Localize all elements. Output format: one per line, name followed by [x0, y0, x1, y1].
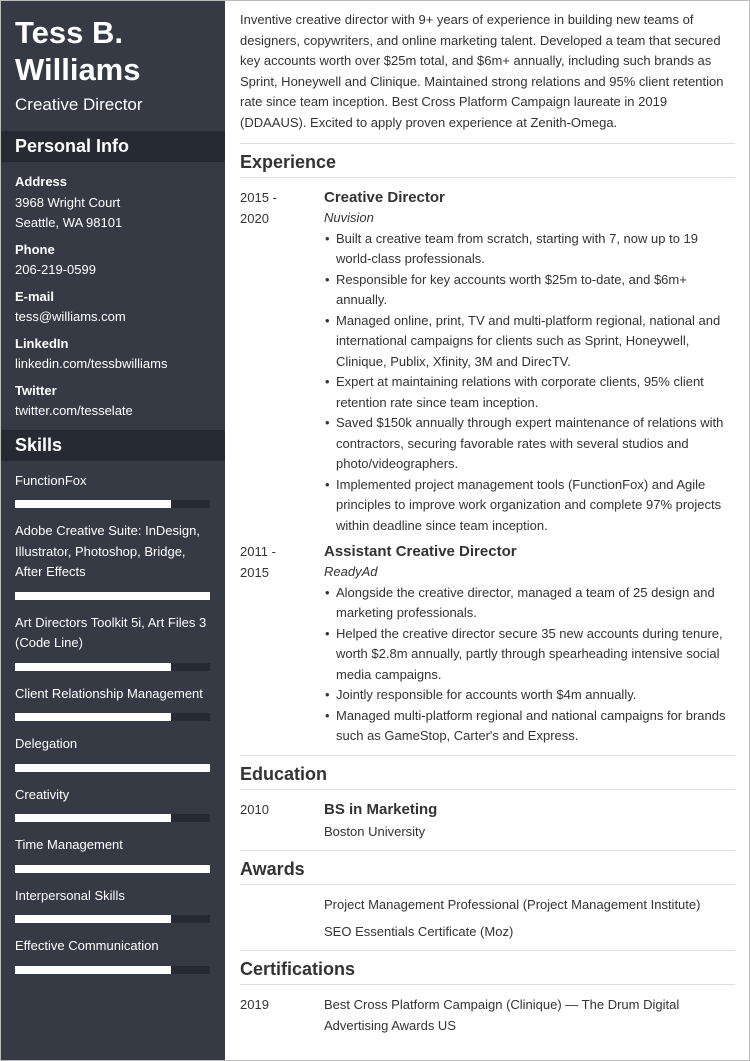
experience-heading: Experience [240, 144, 735, 178]
personal-info-value: twitter.com/tesselate [15, 403, 133, 418]
school: Boston University [324, 823, 426, 839]
skill-level-fill [15, 966, 171, 974]
job-bullet: • Jointly responsible for accounts worth $4m annually. [324, 685, 735, 706]
job-bullet: • Helped the creative director secure 35 new accounts during tenure, worth $2.8m annually, partly through spearheading intensive social media campaigns. [324, 624, 735, 686]
skill-name: Effective Communication [15, 938, 159, 953]
main-content [240, 10, 735, 1036]
job-bullet: • Expert at maintaining relations with corporate clients, 95% client retention rate since team inception. [324, 372, 735, 413]
certification-date: 2019 [240, 997, 269, 1012]
skill-name: Adobe Creative Suite: InDesign, Illustrator, Photoshop, Bridge, After Effects [15, 523, 200, 579]
certification-text: Best Cross Platform Campaign (Clinique) — The Drum Digital Advertising Awards US [324, 997, 680, 1033]
personal-info-label: LinkedIn [15, 335, 69, 351]
skill-name: Delegation [15, 736, 78, 751]
education-date: 2010 [240, 801, 269, 817]
skill-level-bar [15, 592, 210, 600]
skill-level-bar [15, 713, 210, 721]
skills-list [1, 461, 225, 974]
education-heading: Education [240, 756, 735, 790]
skill-item [15, 785, 211, 823]
job-title: Creative Director [324, 189, 445, 206]
job-bullets [324, 229, 735, 537]
sidebar [1, 1, 225, 1060]
skill-item [15, 734, 211, 772]
skill-name: Art Directors Toolkit 5i, Art Files 3 (Code Line) [15, 614, 207, 650]
skills-heading: Skills [1, 430, 225, 461]
personal-info-value: 206-219-0599 [15, 262, 96, 277]
skill-item [15, 835, 211, 873]
company-name: ReadyAd [324, 564, 378, 579]
skill-level-bar [15, 500, 210, 508]
skill-name: Client Relationship Management [15, 685, 203, 701]
skill-level-bar [15, 663, 210, 671]
skill-name: FunctionFox [15, 472, 87, 488]
skill-level-bar [15, 915, 210, 923]
personal-info-heading: Personal Info [1, 131, 225, 162]
skill-name: Creativity [15, 786, 70, 802]
candidate-role: Creative Director [15, 95, 143, 114]
skill-item [15, 471, 211, 509]
job-bullet: • Managed multi-platform regional and national campaigns for brands such as GameStop, Carter's and Express. [324, 706, 735, 747]
certification-entry [240, 995, 735, 1036]
personal-info-value: Seattle, WA 98101 [15, 215, 123, 230]
award-item: Project Management Professional (Project Management Institute) [324, 897, 701, 912]
name-line: Williams [15, 52, 141, 87]
personal-info-label: Address [15, 174, 68, 189]
skill-item [15, 886, 211, 924]
company-name: Nuvision [324, 210, 374, 225]
job-bullet: • Responsible for key accounts worth $25m to-date, and $6m+ annually. [324, 270, 735, 311]
skill-name: Interpersonal Skills [15, 887, 125, 903]
certifications-heading: Certifications [240, 951, 735, 985]
skill-item [15, 684, 211, 722]
personal-info-label: E-mail [15, 288, 55, 304]
award-item: SEO Essentials Certificate (Moz) [324, 923, 514, 939]
job-bullet: • Saved $150k annually through expert maintenance of relations with contractors, securing favorable rates with several studios and photo/videographers. [324, 413, 735, 475]
job-entry [240, 542, 735, 747]
job-date-line: 2020 [240, 210, 269, 226]
job-bullets [324, 583, 735, 747]
personal-info [1, 162, 225, 426]
skill-level-fill [15, 764, 210, 772]
awards-heading: Awards [240, 851, 735, 885]
skill-level-fill [15, 814, 171, 822]
job-date-line: 2011 - [240, 544, 276, 559]
skill-level-fill [15, 663, 171, 671]
name-line: Tess B. [15, 15, 123, 50]
job-entry [240, 188, 735, 536]
job-bullet: • Implemented project management tools (FunctionFox) and Agile principles to improve work organization and complete 97% projects within deadline since team inception. [324, 475, 735, 537]
skill-level-fill [15, 713, 171, 721]
job-date-line: 2015 [240, 564, 269, 580]
candidate-name [1, 1, 225, 88]
job-date-line: 2015 - [240, 190, 277, 205]
skill-level-bar [15, 966, 210, 974]
awards-section [240, 895, 735, 951]
skill-level-fill [15, 500, 171, 508]
personal-info-value: tess@williams.com [15, 309, 126, 324]
personal-info-value: 3968 Wright Court [15, 194, 121, 210]
job-dates [240, 542, 324, 747]
skill-item [15, 936, 211, 974]
job-bullet: • Managed online, print, TV and multi-platform regional, national and international campaigns for clients such as Sprint, Honeywell, Clinique, Publix, Xfinity, 3M and DirecTV. [324, 311, 735, 373]
skill-level-fill [15, 915, 171, 923]
summary: Inventive creative director with 9+ years of experience in building new teams of designers, copywriters, and online marketing talent. Developed a team that secured key accounts worth over $25m total, and $6m+ annually, including such brands as Sprint, Honeywell and Clinique. Maintained strong relations and 95% client retention rate since team inception. Best Cross Platform Campaign laureate in 2019 (DDAAUS). Excited to apply proven experience at Zenith-Omega. [240, 10, 735, 144]
job-body [324, 188, 735, 536]
skill-item [15, 613, 211, 671]
skill-name: Time Management [15, 837, 123, 852]
job-title: Assistant Creative Director [324, 543, 517, 560]
skill-item [15, 521, 211, 600]
job-body [324, 542, 735, 747]
job-dates [240, 188, 324, 536]
personal-info-label: Phone [15, 241, 55, 257]
job-bullet: • Built a creative team from scratch, starting with 7, now up to 19 world-class professionals. [324, 229, 735, 270]
personal-info-label: Twitter [15, 382, 57, 398]
degree: BS in Marketing [324, 800, 438, 818]
skill-level-bar [15, 865, 210, 873]
experience-section [240, 188, 735, 756]
education-entry [240, 800, 735, 852]
personal-info-value: linkedin.com/tessbwilliams [15, 356, 168, 371]
skill-level-bar [15, 814, 210, 822]
skill-level-bar [15, 764, 210, 772]
skill-level-fill [15, 865, 210, 873]
job-bullet: • Alongside the creative director, managed a team of 25 design and marketing professionals. [324, 583, 735, 624]
skill-level-fill [15, 592, 210, 600]
